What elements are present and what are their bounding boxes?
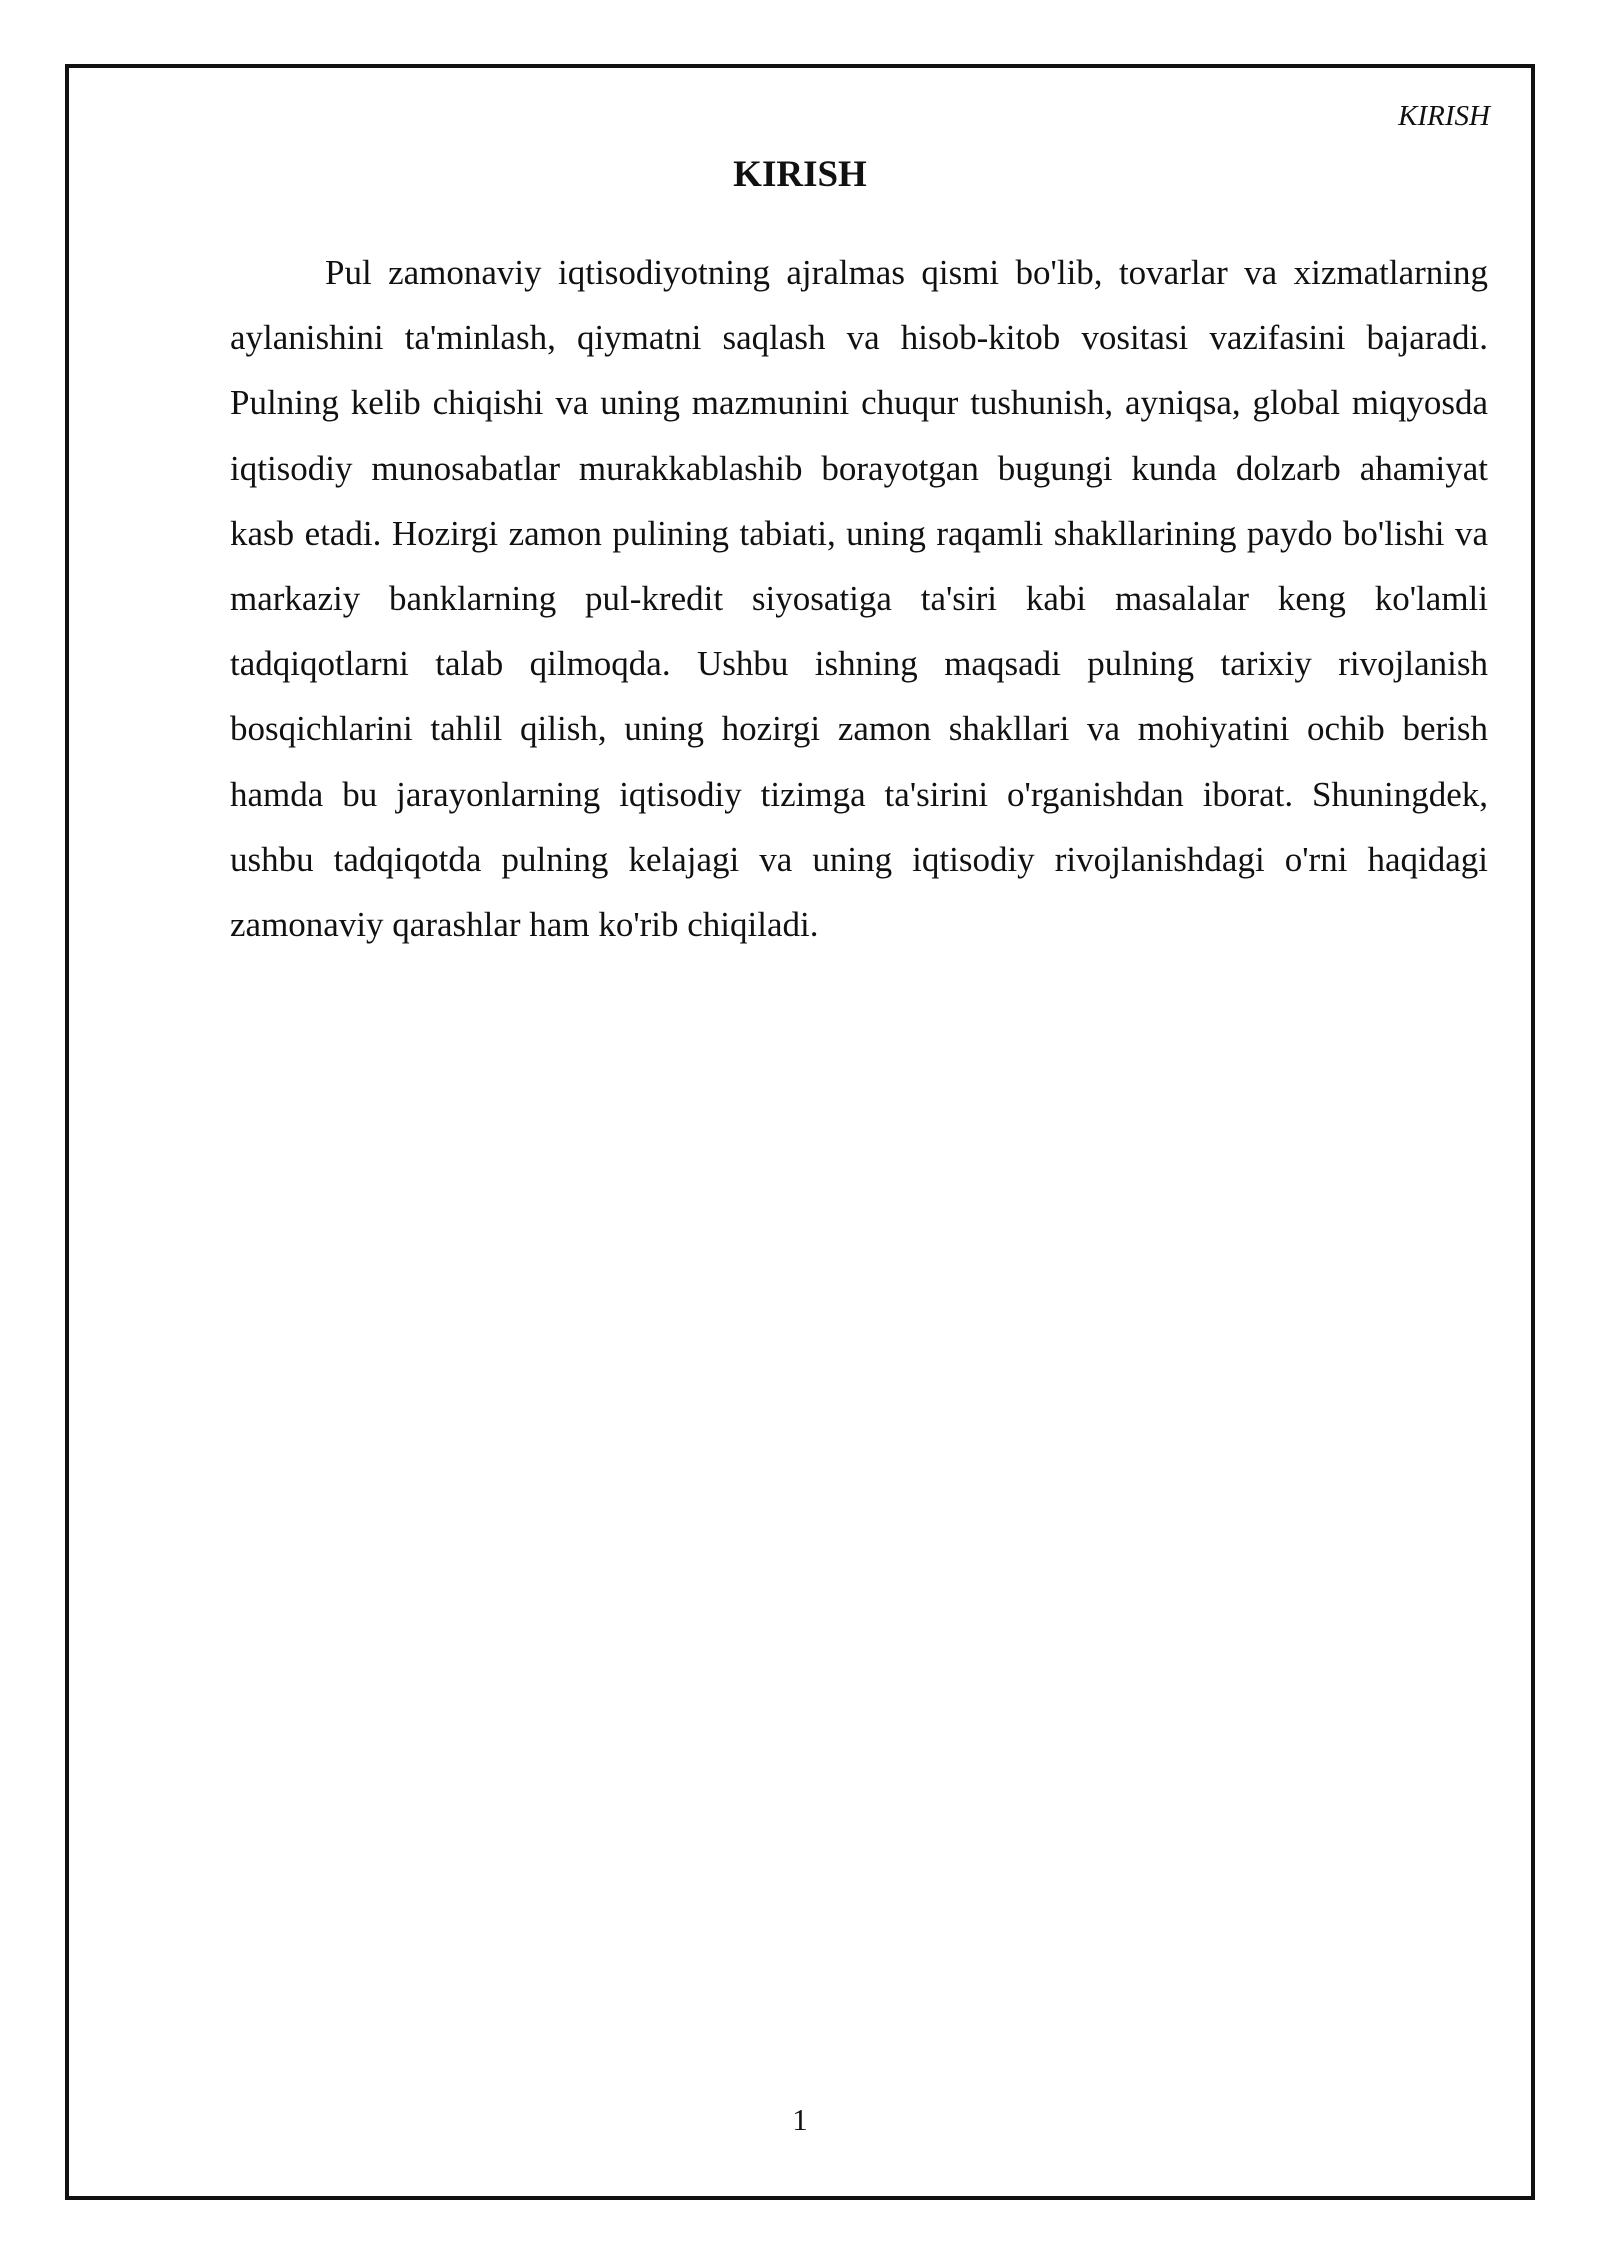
running-header: KIRISH xyxy=(1398,100,1490,132)
page-number: 1 xyxy=(792,2102,808,2137)
page-title: KIRISH xyxy=(733,154,867,195)
body-paragraph: Pul zamonaviy iqtisodiyotning ajralmas qismi bo'lib, tovarlar va xizmatlarning aylanishini ta'minlash, qiymatni saqlash va hisob-kitob vositasi vazifasini bajaradi. Pulning kelib chiqishi va uning mazmunini chuqur tushunish, ayniqsa, global miqyosda iqtisodiy munosabatlar murakkablashib borayotgan bugungi kunda dolzarb ahamiyat kasb etadi. Hozirgi zamon pulining tabiati, uning raqamli shakllarining paydo bo'lishi va markaziy banklarning pul-kredit siyosatiga ta'siri kabi masalalar keng ko'lamli tadqiqotlarni talab qilmoqda. Ushbu ishning maqsadi pulning tarixiy rivojlanish bosqichlarini tahlil qilish, uning hozirgi zamon shakllari va mohiyatini ochib berish hamda bu jarayonlarning iqtisodiy tizimga ta'sirini o'rganishdan iborat. Shuningdek, ushbu tadqiqotda pulning kelajagi va uning iqtisodiy rivojlanishdagi o'rni haqidagi zamonaviy qarashlar ham ko'rib chiqiladi. xyxy=(230,253,1488,945)
